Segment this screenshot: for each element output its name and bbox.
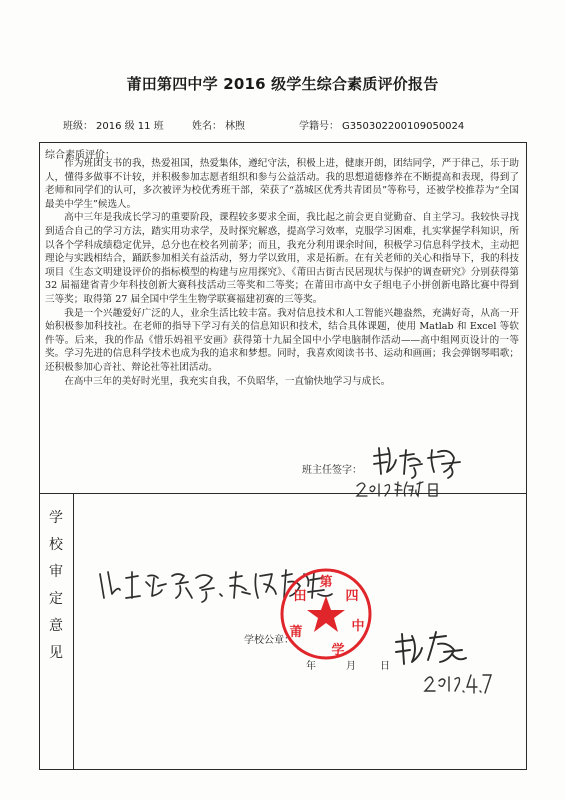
review-label-char: 校 xyxy=(49,537,63,553)
school-seal-label: 学校公章： xyxy=(244,635,294,646)
teacher-sign-label: 班主任签字： xyxy=(302,465,362,476)
table-column-divider xyxy=(73,493,74,770)
class-label: 班级： xyxy=(63,121,93,132)
review-comment-text: 以上情况属实，评价客观公正 xyxy=(96,564,109,565)
principal-signature-text: 郑敏 xyxy=(392,628,394,629)
seal-char: 四 xyxy=(345,589,359,604)
evaluation-paragraph: 作为班团支书的我，热爱祖国，热爱集体，遵纪守法，积极上进，健康开朗，团结同学，严于律己，乐于助人，懂得多做事不计较，并积极参加志愿者组织和参与公益活动。我的思想道德修养在不断提高和表现，得到了老师和同学们的认可，多次被评为校优秀班干部，荣获了“荔城区优秀共青团员”等称号，还被学校推荐为“全国最美中学生”候选人。 xyxy=(45,158,519,210)
student-id-label: 学籍号： xyxy=(299,121,339,132)
name-info xyxy=(192,117,245,132)
review-label-char: 定 xyxy=(49,591,63,607)
class-info xyxy=(63,117,164,132)
evaluation-paragraph: 我是一个兴趣爱好广泛的人，业余生活比较丰富。我对信息技术和人工智能兴趣盎然，充满好奇，从高一开始积极参加科技社。在老师的指导下学习有关的信息知识和技术，结合具体课题，使用 Matlab 和 Excel 等软件等。后来，我的作品《惜乐妈祖平安画》获得第十九届全国中小学电脑制作活动——高中组网页设计的一等奖。学习先进的信息科学技术也成为我的追求和梦想。同时，我喜欢阅读书书、运动和画画；我会弹钢琴唱歌；还积极参加心音社、辩论社等社团活动。 xyxy=(45,307,519,373)
seal-char: 田 xyxy=(293,589,307,604)
review-date-text: 2019. 4. 7 xyxy=(423,667,429,668)
student-id-value: G350302200109050024 xyxy=(342,121,465,132)
review-label-char: 审 xyxy=(49,564,63,580)
teacher-sign-date-text: 2019 年 4 月 7 日 xyxy=(355,478,364,479)
student-id-info xyxy=(299,117,464,132)
review-label-char: 学 xyxy=(49,510,63,526)
evaluation-text xyxy=(45,157,519,388)
review-label-char: 见 xyxy=(49,645,63,661)
review-label-char: 意 xyxy=(49,618,63,634)
school-seal-image xyxy=(278,566,374,662)
review-day-label: 日 xyxy=(380,661,390,672)
review-year-label: 年 xyxy=(306,661,316,672)
table-divider xyxy=(39,493,527,494)
review-date-image xyxy=(423,667,493,697)
evaluation-paragraph: 高中三年是我成长学习的重要阶段，课程较多要求全面，我比起之前会更自觉勤奋、自主学习。我较快寻找到适合自己的学习方法，踏实用功求学，及时探究解惑，提高学习效率，克服学习困难，扎实掌握学科知识，所以各个学科成绩稳定优异，总分也在校名列前茅；而且，我充分利用课余时间，积极学习信息科学技术，主动把理论与实践相结合，踊跃参加相关有益活动，努力学以致用，求是拓新。在有关老师的关心和指导下，我的科技项目《生态文明建设评价的指标模型的构建与应用探究》、《莆田古街古民居现状与保护的调查研究》分别获得第 32 届福建省青少年科技创新大赛科技活动三等奖和二等奖；在莆田市高中女子组电子小拼创新电路比赛中得到三等奖；取得第 27 届全国中学生生物学联赛福建初赛的三等奖。 xyxy=(45,212,519,305)
principal-signature-image xyxy=(392,628,472,672)
class-value: 2016 级 11 班 xyxy=(96,121,164,132)
name-label: 姓名： xyxy=(192,121,222,132)
teacher-signature-image xyxy=(370,442,480,482)
evaluation-paragraph: 在高中三年的美好时光里，我充实自我，不负昭华，一直愉快地学习与成长。 xyxy=(64,375,391,387)
seal-char: 学 xyxy=(331,643,345,658)
report-title: 莆田第四中学 2016 级学生综合素质评价报告 xyxy=(126,75,439,93)
seal-char: 中 xyxy=(351,619,365,634)
teacher-sign-date-image xyxy=(355,478,445,500)
review-month-label: 月 xyxy=(346,661,356,672)
seal-char: 莆 xyxy=(289,625,303,640)
name-value: 林煦 xyxy=(225,121,245,132)
seal-char: 第 xyxy=(319,575,333,590)
school-review-label xyxy=(39,505,73,667)
evaluation-heading: 综合素质评价： xyxy=(45,150,115,161)
